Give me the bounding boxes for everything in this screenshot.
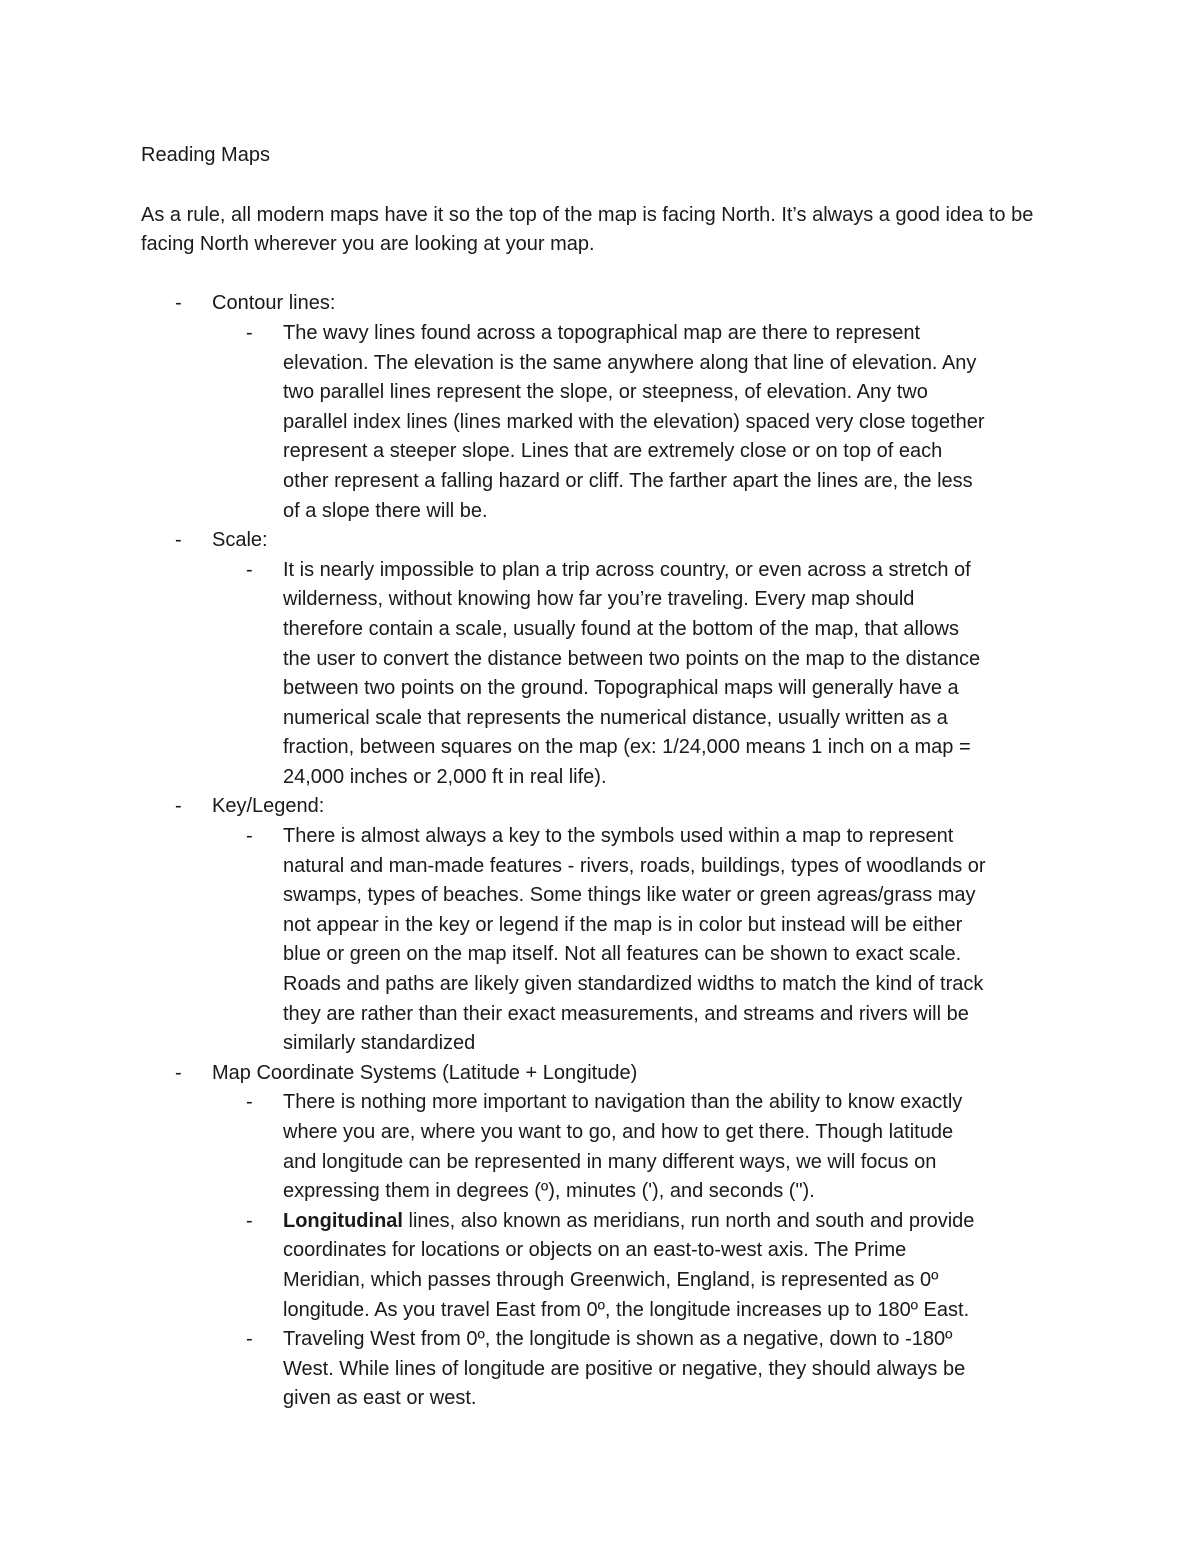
bullet-dash: - — [246, 1209, 253, 1232]
topic-heading: Map Coordinate Systems (Latitude + Longitude) — [212, 1061, 638, 1084]
subtopic-item — [212, 1088, 988, 1206]
bullet-dash: - — [175, 292, 182, 315]
document-title: Reading Maps — [141, 144, 270, 166]
document-body — [141, 141, 1061, 1414]
bullet-dash: - — [246, 825, 253, 848]
intro-paragraph: As a rule, all modern maps have it so the top of the map is facing North. It’s always a good idea to be facing North wherever you are looking at your map. — [141, 203, 1034, 256]
bullet-dash: - — [246, 321, 253, 344]
subtopic-item — [212, 822, 988, 1059]
bullet-dash: - — [175, 795, 182, 818]
bullet-dash: - — [175, 1061, 182, 1084]
subtopic-item — [212, 556, 988, 793]
subtopic-list — [212, 556, 1061, 793]
subtopic-text: There is almost always a key to the symbols used within a map to represent natural and man-made features - rivers, roads, buildings, types of woodlands or swamps, types of beaches. Some things like water or green agreas/grass may not appear in the key or legend if the map is in color but instead will be either blue or green on the map itself. Not all features can be shown to exact scale. Roads and paths are likely given standardized widths to match the kind of track they are rather than their exact measurements, and streams and rivers will be similarly standardized — [283, 825, 986, 1055]
topic-heading: Contour lines: — [212, 292, 336, 315]
bullet-dash: - — [246, 1328, 253, 1351]
bullet-dash: - — [175, 529, 182, 552]
topic-scale — [141, 526, 1061, 792]
subtopic-text: It is nearly impossible to plan a trip across country, or even across a stretch of wilderness, without knowing how far you’re traveling. Every map should therefore contain a scale, usually found at the bottom of the map, that allows the user to convert the distance between two points on the map to the distance between two points on the ground. Topographical maps will generally have a numerical scale that represents the numerical distance, usually written as a fraction, between squares on the map (ex: 1/24,000 means 1 inch on a map = 24,000 inches or 2,000 ft in real life). — [283, 558, 981, 788]
topic-contour-lines — [141, 289, 1061, 526]
topic-key-legend — [141, 792, 1061, 1058]
topic-heading: Key/Legend: — [212, 795, 325, 818]
bullet-dash: - — [246, 558, 253, 581]
subtopic-text: There is nothing more important to navigation than the ability to know exactly where you are, where you want to go, and how to get there. Though latitude and longitude can be represented in many different ways, we will focus on expressing them in degrees (º), minutes ('), and seconds ("). — [283, 1091, 963, 1203]
topic-list — [141, 289, 1061, 1414]
subtopic-item — [212, 1325, 988, 1414]
subtopic-text: The wavy lines found across a topographical map are there to represent elevation. The elevation is the same anywhere along that line of elevation. Any two parallel lines represent the slope, or steepness, of elevation. Any two parallel index lines (lines marked with the elevation) spaced very close together represent a steeper slope. Lines that are extremely close or on top of each other represent a falling hazard or cliff. The farther apart the lines are, the less of a slope there will be. — [283, 321, 985, 522]
topic-heading: Scale: — [212, 529, 268, 552]
bullet-dash: - — [246, 1091, 253, 1114]
subtopic-text: Traveling West from 0º, the longitude is shown as a negative, down to -180º West. While lines of longitude are positive or negative, they should always be given as east or west. — [283, 1328, 966, 1410]
subtopic-item — [212, 319, 988, 526]
subtopic-text: lines, also known as meridians, run north and south and provide coordinates for locations or objects on an east-to-west axis. The Prime Meridian, which passes through Greenwich, England, is represented as 0º longitude. As you travel East from 0º, the longitude increases up to 180º East. — [283, 1209, 975, 1321]
subtopic-item — [212, 1207, 988, 1325]
subtopic-bold-term: Longitudinal — [283, 1209, 403, 1232]
subtopic-list — [212, 319, 1061, 526]
subtopic-list — [212, 822, 1061, 1059]
subtopic-list — [212, 1088, 1061, 1414]
topic-coordinate-systems — [141, 1059, 1061, 1414]
